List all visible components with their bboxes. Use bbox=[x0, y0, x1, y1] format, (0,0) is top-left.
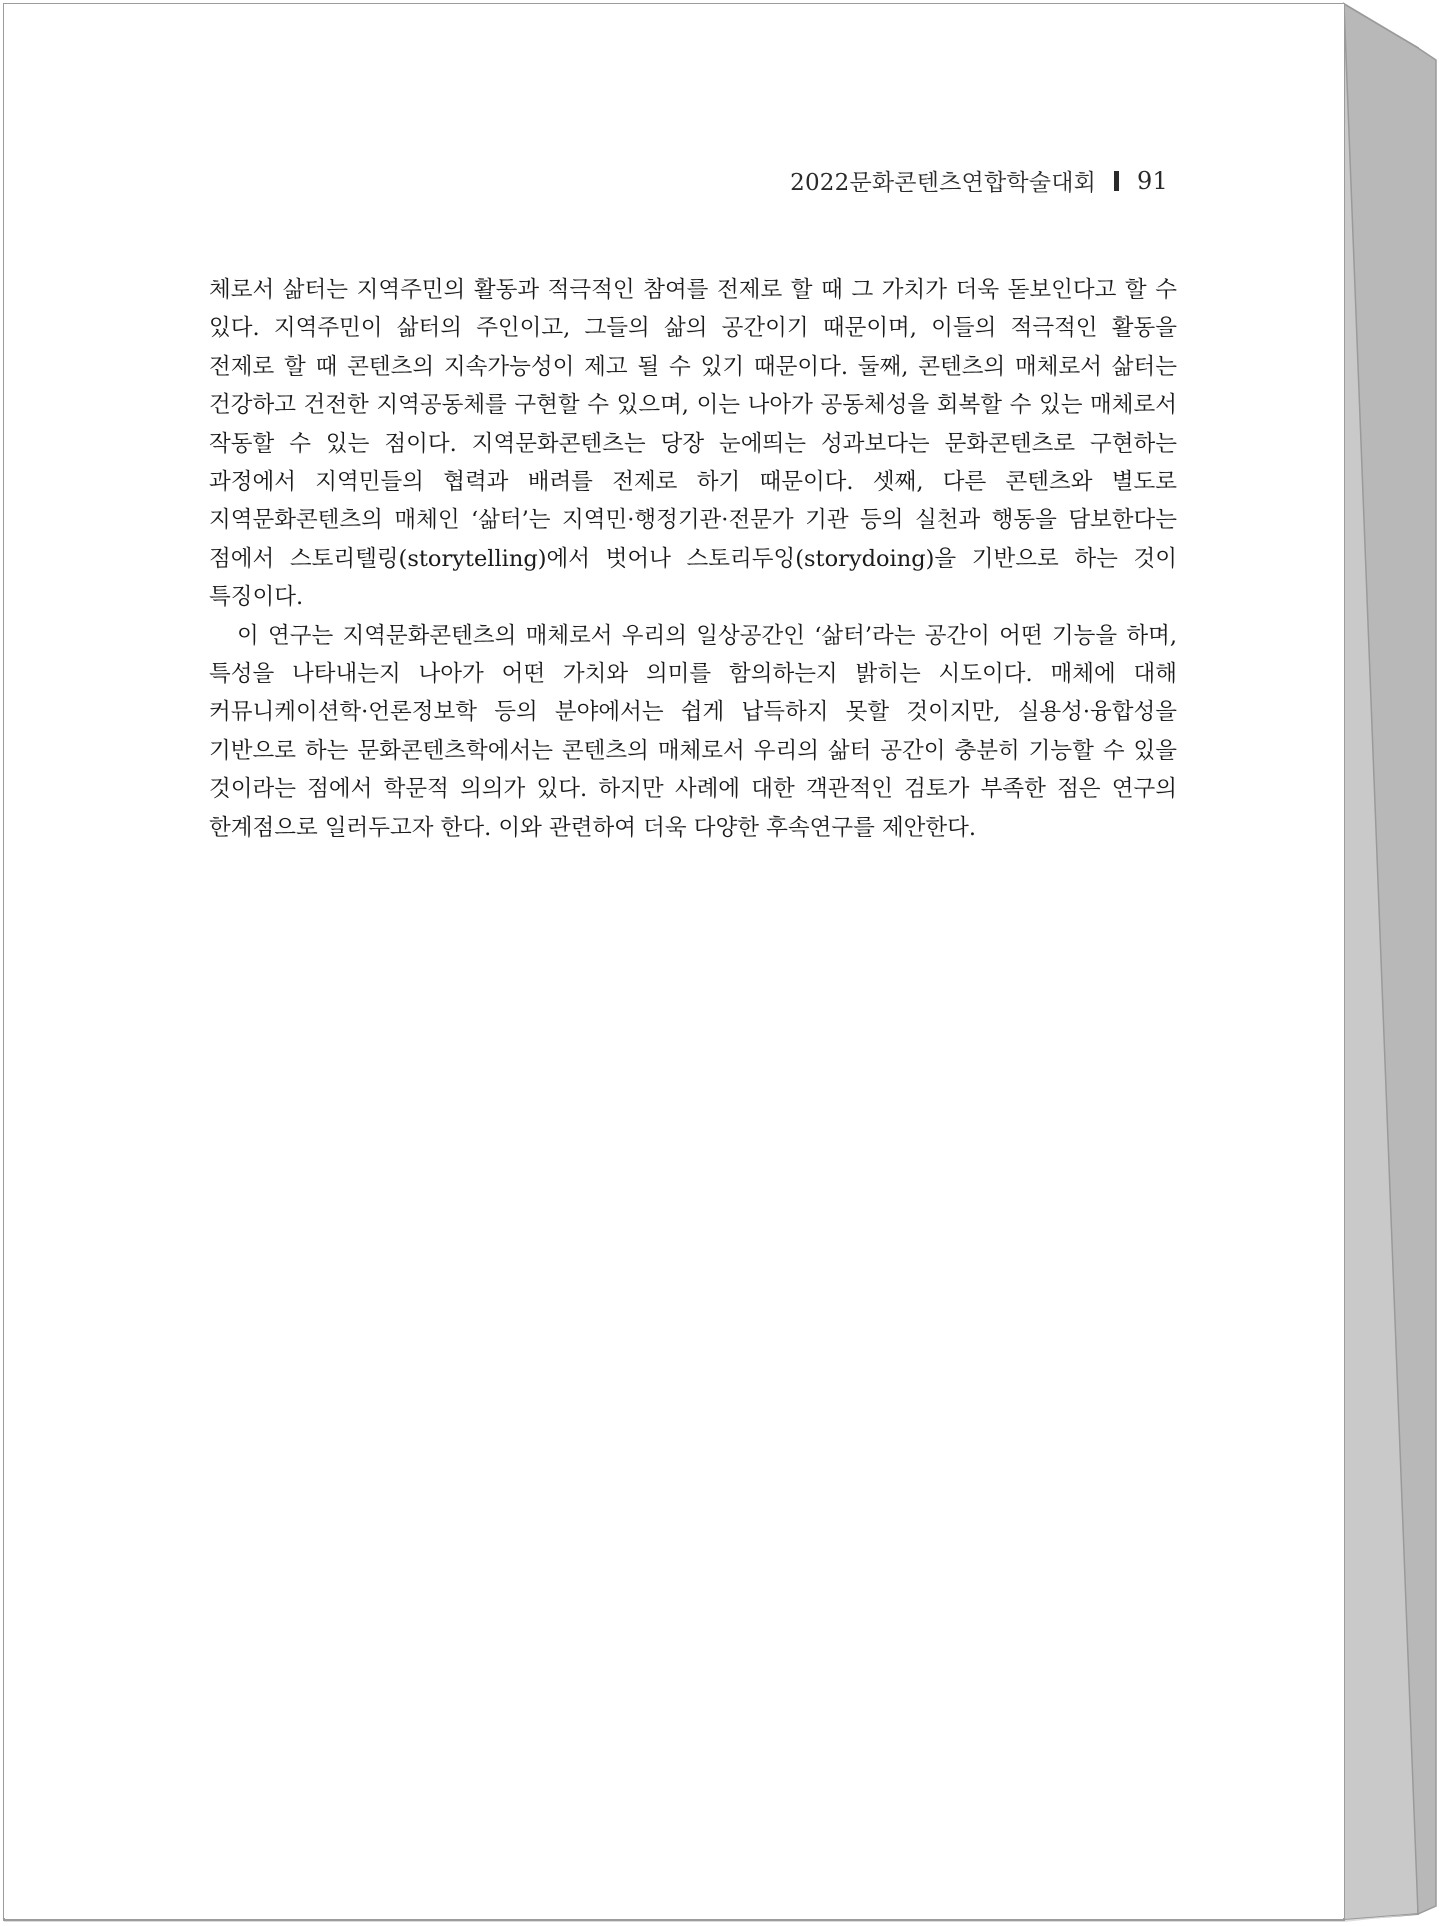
running-header bbox=[790, 164, 1168, 197]
paragraph: 이 연구는 지역문화콘텐츠의 매체로서 우리의 일상공간인 ‘삶터’라는 공간이 어떤 기능을 하며, 특성을 나타내는지 나아가 어떤 가치와 의미를 함의하는지 밝히는 시도이다. 매체에 대해 커뮤니케이션학·언론정보학 등의 분야에서는 쉽게 납득하지 못할 것이지만, 실용성·융합성을 기반으로 하는 문화콘텐츠학에서는 콘텐츠의 매체로서 우리의 삶터 공간이 충분히 기능할 수 있을 것이라는 점에서 학문적 의의가 있다. 하지만 사례에 대한 객관적인 검토가 부족한 점은 연구의 한계점으로 일러두고자 한다. 이와 관련하여 더욱 다양한 후속연구를 제안한다. bbox=[209, 622, 1177, 841]
book-page bbox=[4, 4, 1344, 1918]
page-number: 91 bbox=[1137, 166, 1168, 195]
body-text bbox=[209, 271, 1177, 847]
header-separator-bar bbox=[1114, 171, 1119, 191]
conference-title: 2022문화콘텐츠연합학술대회 bbox=[790, 170, 1097, 196]
paragraph: 체로서 삶터는 지역주민의 활동과 적극적인 참여를 전제로 할 때 그 가치가 더욱 돋보인다고 할 수 있다. 지역주민이 삶터의 주인이고, 그들의 삶의 공간이기 때문이며, 이들의 적극적인 활동을 전제로 할 때 콘텐츠의 지속가능성이 제고 될 수 있기 때문이다. 둘째, 콘텐츠의 매체로서 삶터는 건강하고 건전한 지역공동체를 구현할 수 있으며, 이는 나아가 공동체성을 회복할 수 있는 매체로서 작동할 수 있는 점이다. 지역문화콘텐츠는 당장 눈에띄는 성과보다는 문화콘텐츠로 구현하는 과정에서 지역민들의 협력과 배려를 전제로 하기 때문이다. 셋째, 다른 콘텐츠와 별도로 지역문화콘텐츠의 매체인 ‘삶터’는 지역민·행정기관·전문가 기관 등의 실천과 행동을 담보한다는 점에서 스토리텔링(storytelling)에서 벗어나 스토리두잉(storydoing)을 기반으로 하는 것이 특징이다. bbox=[209, 277, 1177, 611]
